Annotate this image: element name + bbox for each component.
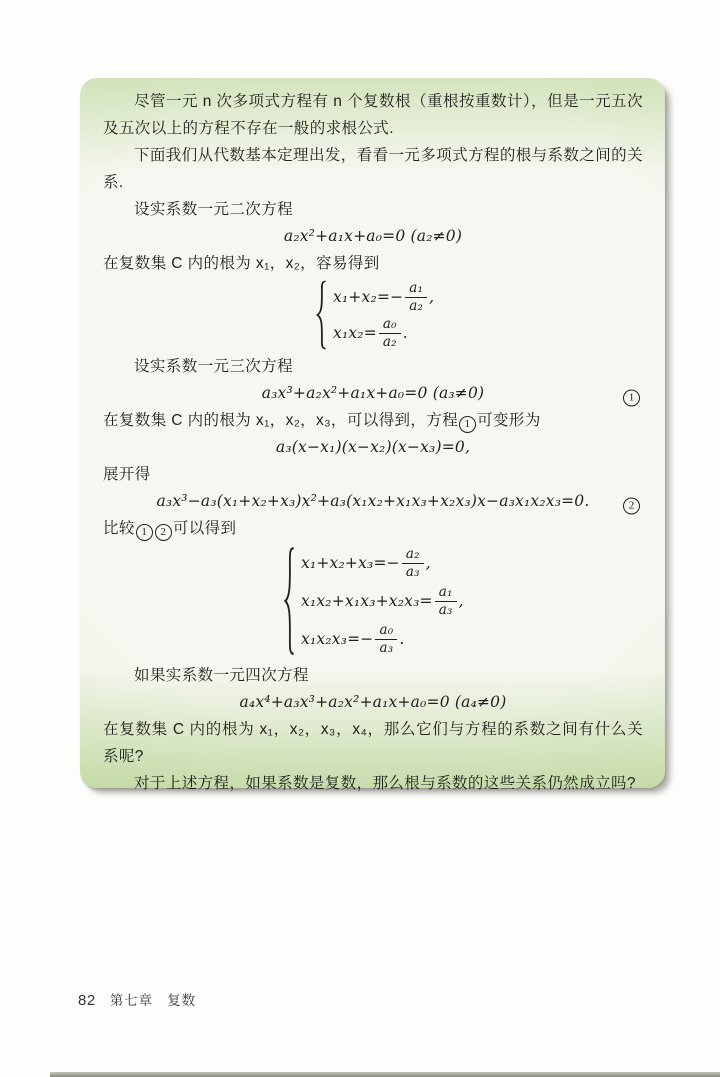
fraction: $\frac{\text{a₀}}{\text{a₂}}$ — [379, 317, 401, 350]
fraction: $\frac{\text{a₁}}{\text{a₃}}$ — [435, 585, 457, 618]
fraction: $\frac{\text{a₀}}{\text{a₃}}$ — [375, 623, 397, 656]
formula-quadratic-math: a₂x²+a₁x+a₀=0 (a₂≠0) — [283, 227, 463, 245]
page-number: 82 — [78, 992, 96, 1009]
circled-2: 2 — [623, 497, 640, 514]
formula-quartic-math: a₄x⁴+a₃x³+a₂x²+a₁x+a₀=0 (a₄≠0) — [239, 693, 507, 711]
paragraph-expand: 展开得 — [103, 466, 151, 483]
paragraph-quadratic-roots: 在复数集 C 内的根为 x₁，x₂，容易得到 — [103, 255, 380, 272]
equation-sum-roots-cubic: x₁+x₂+x₃=− $\frac{\text{a₂}}{\text{a₃}}$ , — [301, 545, 431, 580]
equation-list — [333, 279, 434, 351]
scan-edge-artifact — [50, 1072, 720, 1077]
formula-cubic — [103, 380, 643, 407]
paragraph-quadratic-intro: 设实系数一元二次方程 — [134, 201, 294, 218]
fraction: $\frac{\text{a₂}}{\text{a₃}}$ — [402, 547, 424, 580]
formula-quadratic — [103, 223, 643, 250]
circled-1: 1 — [459, 416, 476, 433]
circled-1: 1 — [136, 524, 153, 541]
paragraph-quartic-intro: 如果实系数一元四次方程 — [134, 667, 309, 684]
formula-quartic — [103, 689, 643, 716]
page-footer — [78, 989, 196, 1009]
left-brace-icon — [315, 280, 328, 350]
equation-system-cubic — [283, 544, 643, 658]
equation-product-roots: x₁x₂= $\frac{\text{a₀}}{\text{a₂}}$ . — [333, 315, 408, 350]
green-content-panel — [80, 78, 665, 792]
circled-1: 1 — [623, 389, 640, 406]
formula-expansion-math: a₃x³−a₃(x₁+x₂+x₃)x²+a₃(x₁x₂+x₁x₃+x₂x₃)x−a₃x₁x₂x₃=0. — [156, 492, 590, 510]
equation-sum-roots: x₁+x₂=− $\frac{\text{a₁}}{\text{a₂}}$ , — [333, 279, 435, 314]
formula-factored-math: a₃(x−x₁)(x−x₂)(x−x₃)=0, — [275, 438, 471, 456]
paragraph-compare: 比较 1 2 可以得到 — [103, 515, 643, 542]
left-brace-icon — [283, 546, 296, 656]
paragraph-transition: 下面我们从代数基本定理出发，看看一元多项式方程的根与系数之间的关系. — [103, 147, 643, 191]
paragraph-cubic-intro: 设实系数一元三次方程 — [134, 358, 294, 375]
paragraph-quartic-question: 在复数集 C 内的根为 x₁，x₂，x₃，x₄，那么它们与方程的系数之间有什么关系呢? — [103, 721, 643, 765]
formula-expansion — [103, 488, 643, 515]
chapter-label: 第七章 — [109, 993, 154, 1008]
equation-system-quadratic — [315, 279, 643, 351]
circled-2: 2 — [155, 524, 172, 541]
paragraph-cubic-roots: 在复数集 C 内的根为 x₁，x₂，x₃，可以得到，方程 1 可变形为 — [103, 407, 643, 434]
paragraph-intro: 尽管一元 n 次多项式方程有 n 个复数根（重根按重数计），但是一元五次及五次以上的方程不存在一般的求根公式. — [103, 93, 643, 137]
equation-number-2 — [622, 488, 641, 515]
paragraph-complex-question: 对于上述方程，如果系数是复数，那么根与系数的这些关系仍然成立吗? — [134, 775, 636, 792]
equation-product-roots-cubic: x₁x₂x₃=− $\frac{\text{a₀}}{\text{a₃}}$ . — [301, 621, 405, 656]
equation-list — [301, 544, 464, 658]
fraction: $\frac{\text{a₁}}{\text{a₂}}$ — [405, 281, 427, 314]
equation-number-1 — [622, 380, 641, 407]
equation-pairwise-products-cubic: x₁x₂+x₁x₃+x₂x₃= $\frac{\text{a₁}}{\text{a₃}}$ , — [301, 583, 464, 618]
formula-factored — [103, 434, 643, 461]
formula-cubic-math: a₃x³+a₂x²+a₁x+a₀=0 (a₃≠0) — [261, 384, 485, 402]
section-label: 复数 — [167, 993, 197, 1008]
